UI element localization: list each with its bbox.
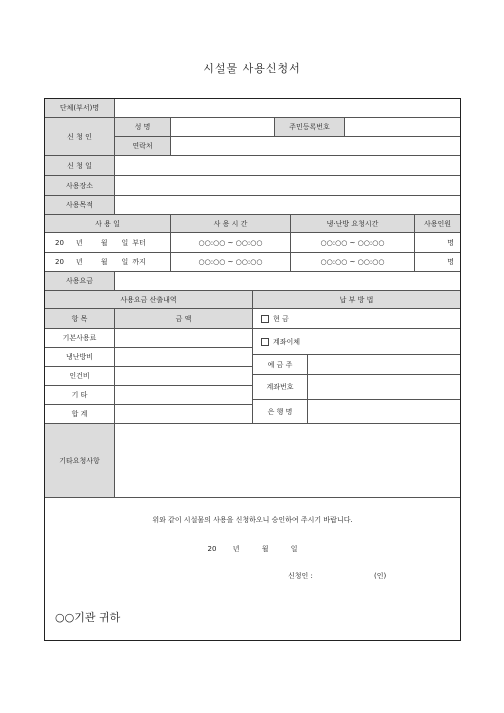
label-apply-date: 신 청 일 <box>45 156 115 176</box>
signer-label: 신청인 : <box>288 572 313 580</box>
field-end-time[interactable]: ○○:○○ ~ ○○:○○ <box>171 253 291 272</box>
field-account-no[interactable] <box>308 375 460 400</box>
label-resident-number: 주민등록번호 <box>275 118 345 137</box>
field-end-headcount[interactable]: 명 <box>415 253 460 272</box>
footer-date <box>45 544 460 554</box>
field-start-hvac[interactable]: ○○:○○ ~ ○○:○○ <box>291 233 415 253</box>
addressee: ○○기관 귀하 <box>55 611 121 624</box>
end-month-unit: 월 <box>100 258 108 266</box>
start-suffix: 부터 <box>132 238 146 247</box>
header-fee-detail: 사용요금 산출내역 <box>45 291 253 309</box>
label-labor: 인건비 <box>45 367 115 386</box>
option-cash[interactable] <box>253 309 460 329</box>
header-payment-method: 납 부 방 법 <box>253 291 460 309</box>
end-year: 20 <box>55 258 64 266</box>
transfer-checkbox[interactable] <box>261 338 269 346</box>
field-depositor[interactable] <box>308 355 460 375</box>
end-year-unit: 년 <box>75 258 83 266</box>
field-base-fee[interactable] <box>115 329 253 348</box>
field-fee[interactable] <box>115 272 460 291</box>
label-org-name: 단체(부서)명 <box>45 99 115 118</box>
option-transfer[interactable] <box>253 329 460 355</box>
field-total[interactable] <box>115 405 253 424</box>
label-other: 기 타 <box>45 386 115 405</box>
application-form <box>44 98 461 641</box>
cash-checkbox[interactable] <box>261 315 269 323</box>
header-amount: 금 액 <box>115 309 253 329</box>
field-hvac-fee[interactable] <box>115 348 253 367</box>
label-name: 성 명 <box>115 118 171 137</box>
header-headcount: 사용인원 <box>415 215 460 233</box>
cash-label: 현 금 <box>273 314 289 323</box>
label-total: 합 계 <box>45 405 115 424</box>
field-resident-number[interactable] <box>345 118 460 137</box>
field-purpose[interactable] <box>115 196 460 215</box>
header-use-date: 사 용 일 <box>45 215 171 233</box>
label-venue: 사용장소 <box>45 176 115 196</box>
label-base-fee: 기본사용료 <box>45 329 115 348</box>
seal-mark: (인) <box>374 572 387 580</box>
label-applicant: 신 청 인 <box>45 118 115 156</box>
start-day-unit: 일 <box>121 238 129 247</box>
field-end-hvac[interactable]: ○○:○○ ~ ○○:○○ <box>291 253 415 272</box>
field-org-name[interactable] <box>115 99 460 118</box>
field-labor[interactable] <box>115 367 253 386</box>
end-suffix: 까지 <box>132 258 146 266</box>
header-use-time: 사 용 시 간 <box>171 215 291 233</box>
field-start-date[interactable] <box>45 233 171 253</box>
footer-year-unit: 년 <box>232 545 240 553</box>
footer-month-unit: 월 <box>261 545 269 553</box>
label-account-no: 계좌번호 <box>253 375 308 400</box>
label-purpose: 사용목적 <box>45 196 115 215</box>
statement-text: 위와 같이 시설물의 사용을 신청하오니 승인하여 주시기 바랍니다. <box>152 516 353 524</box>
label-depositor: 예 금 주 <box>253 355 308 375</box>
label-other-requests: 기타요청사항 <box>45 424 115 498</box>
field-start-time[interactable]: ○○:○○ ~ ○○:○○ <box>171 233 291 253</box>
start-year: 20 <box>55 238 64 247</box>
transfer-label: 계좌이체 <box>273 337 301 346</box>
field-other-requests[interactable] <box>115 424 460 498</box>
footer-day-unit: 일 <box>290 545 298 553</box>
field-start-headcount[interactable]: 명 <box>415 233 460 253</box>
start-year-unit: 년 <box>75 238 83 247</box>
label-fee: 사용요금 <box>45 272 115 291</box>
field-apply-date[interactable] <box>115 156 460 176</box>
field-bank[interactable] <box>308 400 460 424</box>
header-hvac-time: 냉·난방 요청시간 <box>291 215 415 233</box>
start-month-unit: 월 <box>100 238 108 247</box>
form-title: 시설물 사용신청서 <box>203 62 301 75</box>
end-day-unit: 일 <box>121 258 129 266</box>
header-item: 항 목 <box>45 309 115 329</box>
field-name[interactable] <box>171 118 275 137</box>
label-contact: 연락처 <box>115 137 171 156</box>
field-end-date[interactable] <box>45 253 171 272</box>
field-contact[interactable] <box>171 137 460 156</box>
label-bank: 은 행 명 <box>253 400 308 424</box>
field-other[interactable] <box>115 386 253 405</box>
field-venue[interactable] <box>115 176 460 196</box>
footer-year: 20 <box>207 545 217 553</box>
label-hvac-fee: 냉난방비 <box>45 348 115 367</box>
